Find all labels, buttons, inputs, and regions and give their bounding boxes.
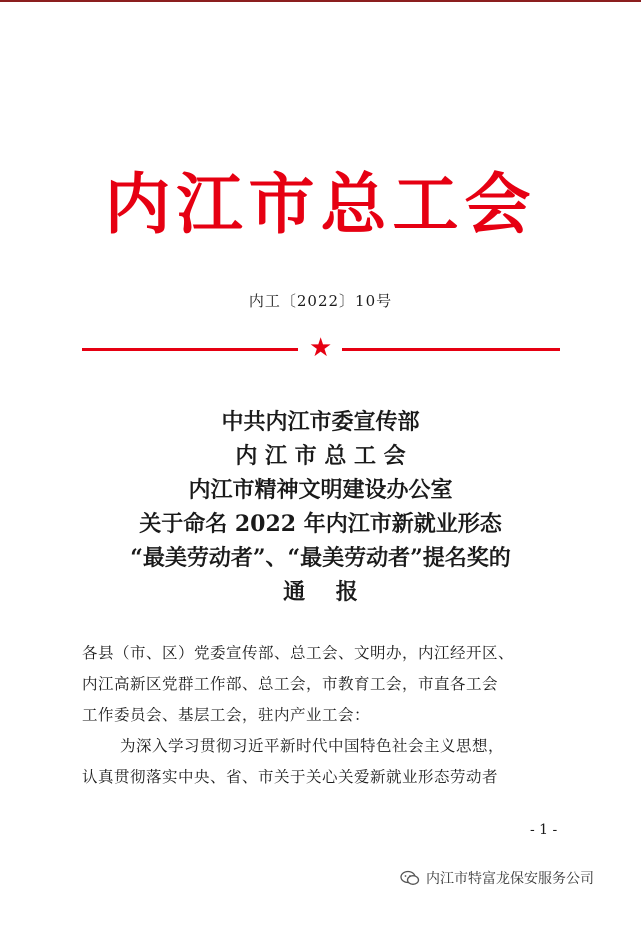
body-line: 认真贯彻落实中央、省、市关于关心关爱新就业形态劳动者	[82, 768, 499, 786]
title-line-1: 中共内江市委宣传部	[221, 409, 420, 435]
page-number: - 1 -	[530, 822, 558, 838]
star-icon: ★	[309, 333, 333, 363]
title-line-5: “最美劳动者”、“最美劳动者”提名奖的	[130, 545, 511, 571]
wechat-icon	[400, 870, 420, 886]
notice-title	[0, 405, 641, 609]
title-line-3: 内江市精神文明建设办公室	[188, 477, 453, 503]
body-line: 内江高新区党群工作部、总工会，市教育工会，市直各工会	[82, 675, 499, 693]
document-header-org-name: 内江市总工会	[104, 166, 537, 243]
source-watermark	[400, 868, 594, 888]
top-border	[0, 0, 641, 2]
body-text	[82, 638, 566, 793]
title-line-6: 通 报	[283, 579, 358, 605]
title-line-2: 内 江 市 总 工 会	[235, 443, 406, 469]
title-line-4: 关于命名 2022 年内江市新就业形态	[139, 511, 502, 537]
divider-line-right	[342, 348, 560, 351]
watermark-text: 内江市特富龙保安服务公司	[426, 871, 594, 887]
body-line: 各县（市、区）党委宣传部、总工会、文明办，内江经开区、	[82, 644, 515, 662]
body-line: 为深入学习贯彻习近平新时代中国特色社会主义思想，	[120, 737, 505, 755]
divider-line-left	[82, 348, 298, 351]
red-divider	[82, 333, 560, 364]
body-line: 工作委员会、基层工会，驻内产业工会：	[82, 706, 371, 724]
document-number: 内工〔2022〕10号	[248, 292, 393, 310]
